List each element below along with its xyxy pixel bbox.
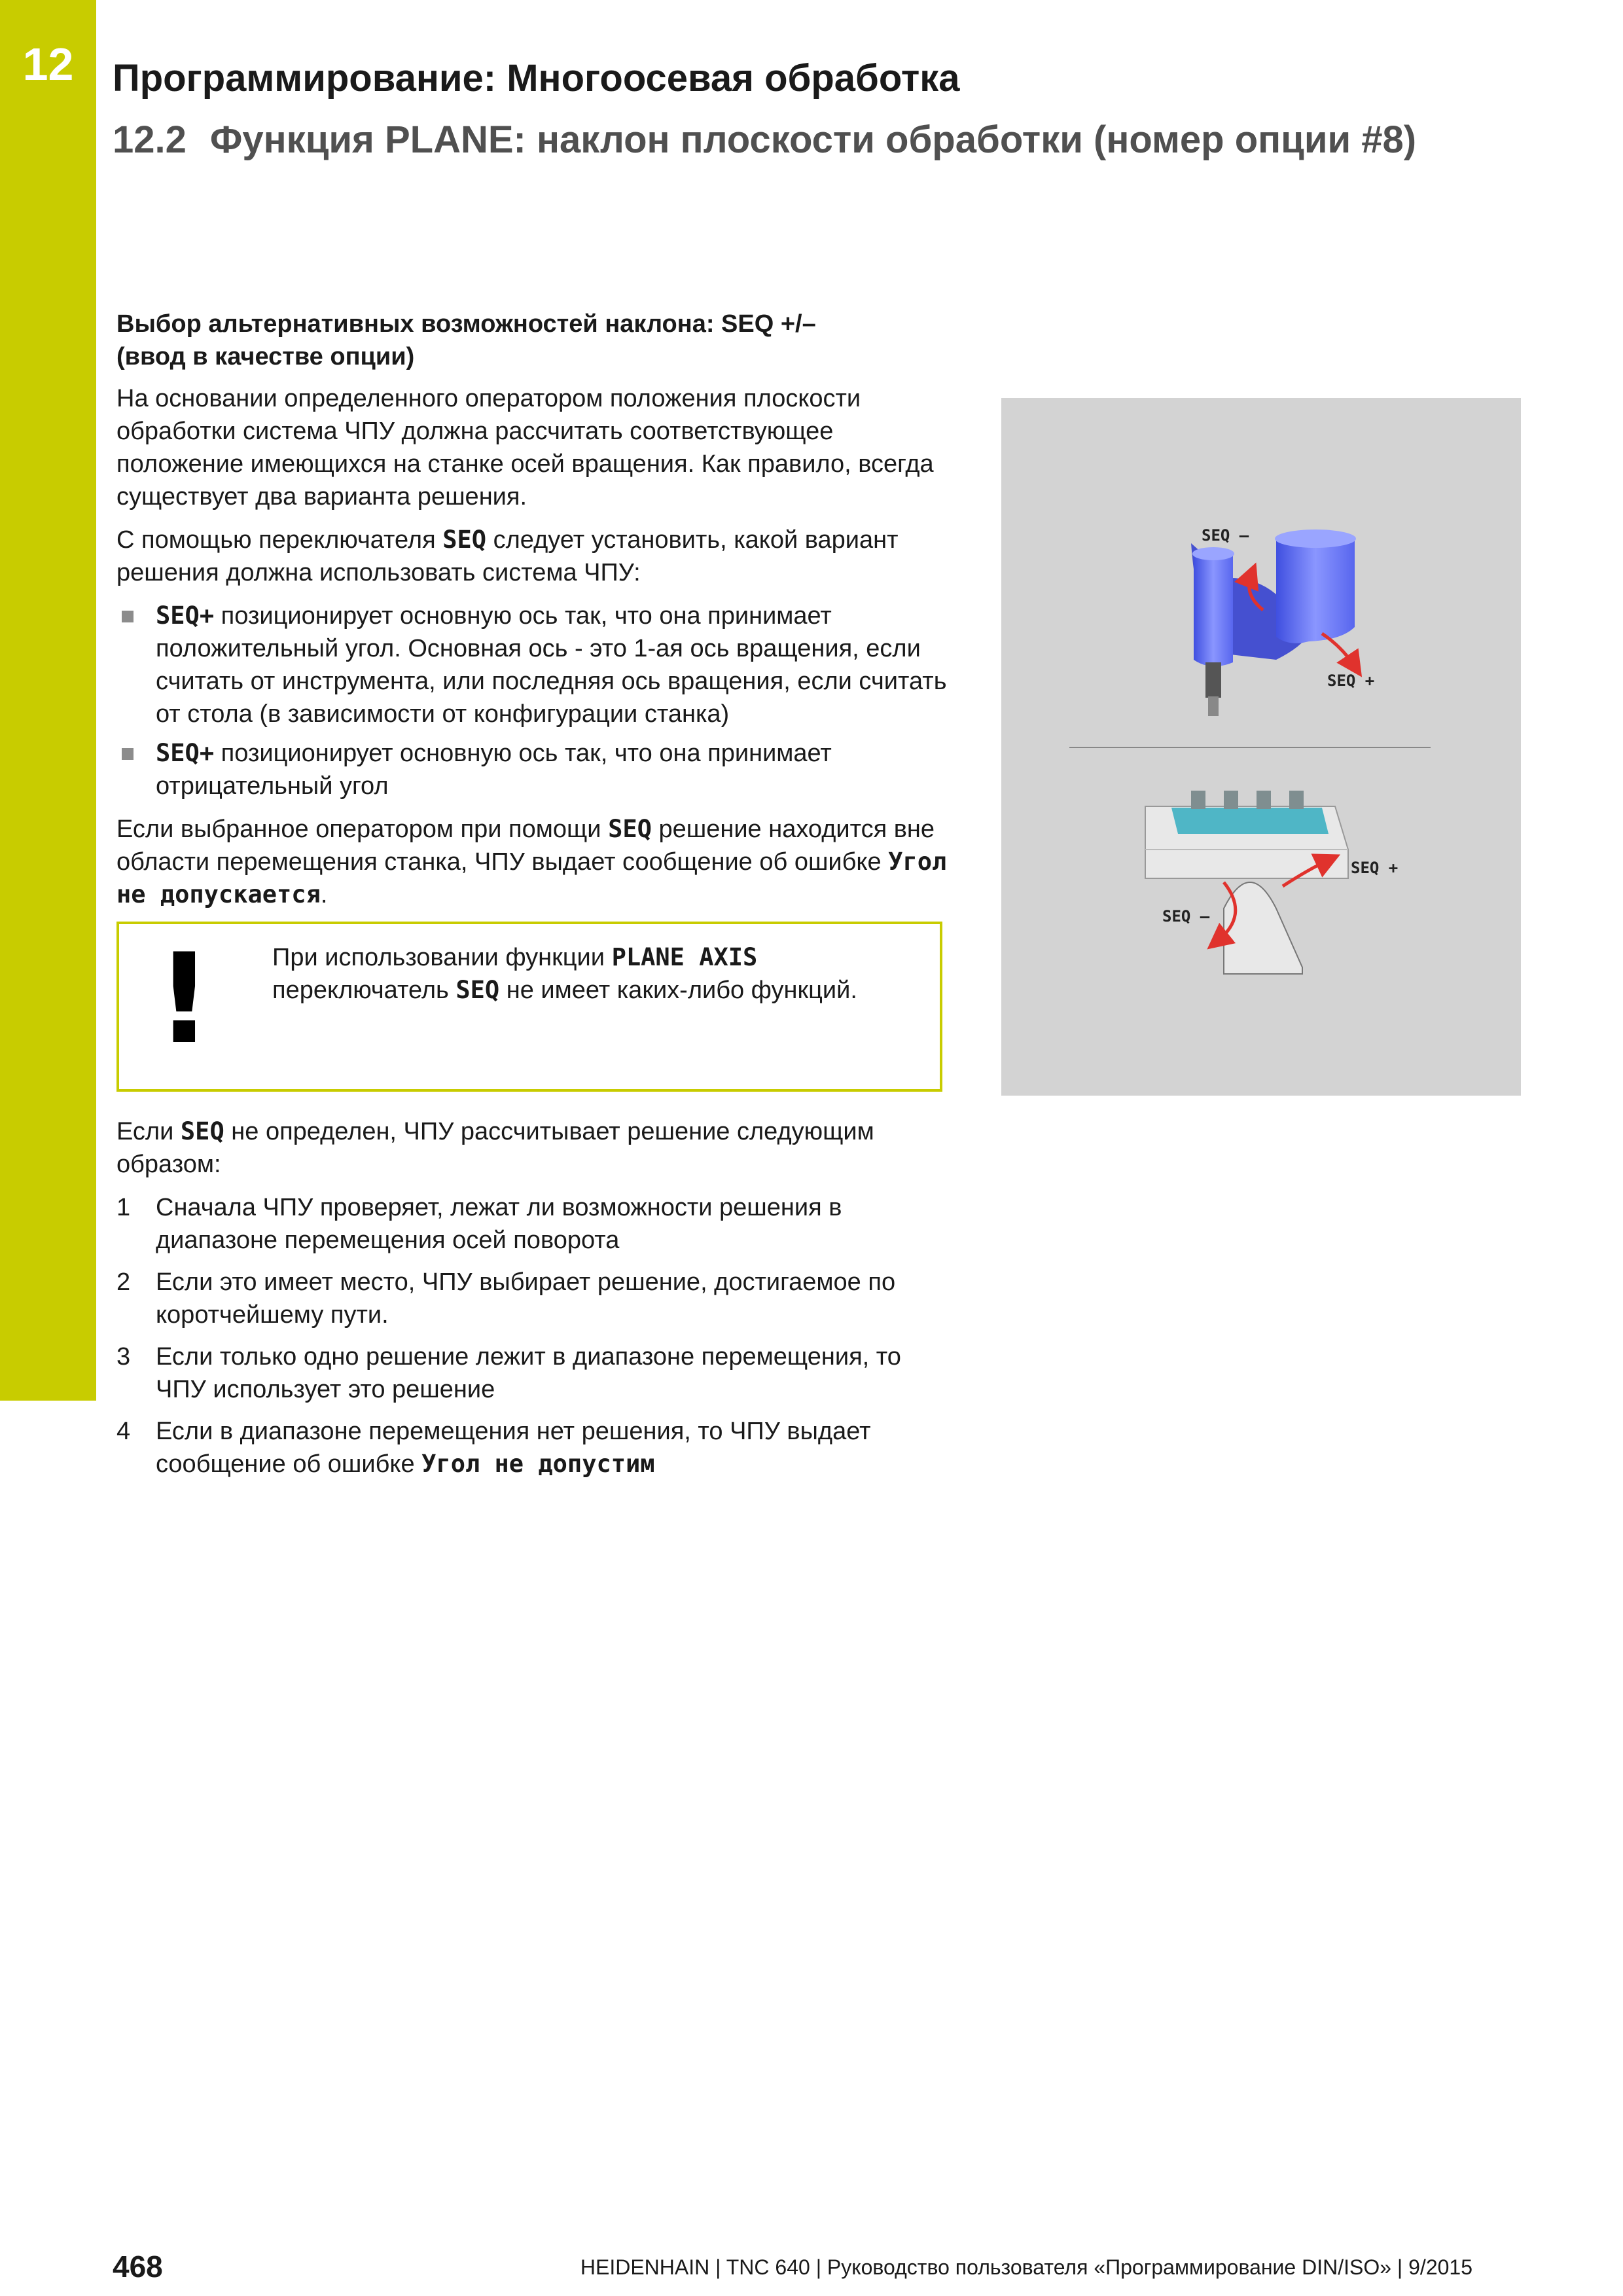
bullet-text: позиционирует основную ось так, что она принимает отрицательный угол bbox=[156, 740, 832, 800]
para3-pre: Если выбранное оператором при помощи bbox=[116, 816, 609, 843]
head-upper-top bbox=[1275, 529, 1356, 548]
bullet-code: SEQ+ bbox=[156, 739, 215, 767]
note-post: не имеет каких-либо функций. bbox=[499, 977, 857, 1004]
para4-post: не определен, ЧПУ рассчитывает решение следующим образом: bbox=[116, 1118, 874, 1178]
seq-illustration-svg bbox=[1001, 398, 1521, 1096]
list-item bbox=[116, 1191, 948, 1257]
table-label-seq-minus: SEQ – bbox=[1162, 907, 1210, 925]
note-mid: переключатель bbox=[272, 977, 456, 1004]
section-title bbox=[113, 118, 1416, 162]
head-lower-top bbox=[1192, 547, 1234, 560]
page-number: 468 bbox=[113, 2250, 163, 2284]
section-title-text: Функция PLANE: наклон плоскости обработки (номер опции #8) bbox=[209, 118, 1417, 161]
main-content bbox=[116, 308, 948, 1490]
subheading bbox=[116, 308, 948, 373]
error-message: Угол не допустим bbox=[421, 1450, 655, 1478]
steps-list bbox=[116, 1191, 948, 1480]
table-label-seq-plus: SEQ + bbox=[1351, 859, 1399, 877]
seq-plus-arrow bbox=[1322, 634, 1355, 666]
step-number: 3 bbox=[116, 1343, 131, 1371]
paragraph-error bbox=[116, 813, 948, 911]
rotary-table-drawing bbox=[1145, 791, 1398, 974]
section-number: 12.2 bbox=[113, 118, 187, 161]
table-top bbox=[1171, 808, 1329, 834]
para4-code: SEQ bbox=[180, 1117, 224, 1145]
para3-mid: решение находится вне области перемещения станка, ЧПУ выдает сообщение об ошибке bbox=[116, 816, 935, 876]
bullet-code: SEQ+ bbox=[156, 601, 215, 630]
list-item bbox=[116, 1415, 948, 1480]
note-box bbox=[116, 922, 942, 1092]
note-code-seq: SEQ bbox=[455, 976, 500, 1004]
note-text bbox=[272, 941, 920, 1007]
head-label-seq-minus: SEQ – bbox=[1202, 526, 1249, 545]
seq-illustration bbox=[1001, 398, 1521, 1096]
head-upper-body bbox=[1276, 539, 1355, 643]
footer-text: HEIDENHAIN | TNC 640 | Руководство пользователя «Программирование DIN/ISO» | 9/2015 bbox=[580, 2255, 1472, 2279]
step-number: 1 bbox=[116, 1194, 131, 1221]
para2-code: SEQ bbox=[442, 526, 487, 554]
step-text: Если в диапазоне перемещения нет решения, то ЧПУ выдает сообщение об ошибке bbox=[156, 1418, 871, 1478]
para2-post: следует установить, какой вариант решения должна использовать система ЧПУ: bbox=[116, 526, 899, 586]
chapter-tab bbox=[0, 0, 96, 1401]
para3-code: SEQ bbox=[608, 815, 652, 843]
list-item bbox=[116, 1266, 948, 1331]
head-label-seq-plus: SEQ + bbox=[1327, 672, 1375, 690]
trunnion-support bbox=[1224, 882, 1302, 974]
subheading-line1: Выбор альтернативных возможностей наклона: SEQ +/– bbox=[116, 310, 816, 338]
tool-cutter bbox=[1208, 696, 1219, 716]
para4-pre: Если bbox=[116, 1118, 181, 1145]
step-number: 2 bbox=[116, 1268, 131, 1296]
bullet-square-icon bbox=[122, 611, 134, 622]
tool-spindle bbox=[1205, 662, 1221, 698]
paragraph-intro: На основании определенного оператором положения плоскости обработки система ЧПУ должна рассчитать соответствующее положение имеющихся на станке осей вращения. Как правило, всегда существует два варианта решения. bbox=[116, 385, 934, 511]
list-item bbox=[116, 1340, 948, 1406]
bullet-text: позиционирует основную ось так, что она принимает положительный угол. Основная ось - это 1-ая ось вращения, если считать от инструмента, или последняя ось вращения, если считать от стола (в зависимости от конфигурации станка) bbox=[156, 602, 947, 728]
para3-post: . bbox=[320, 881, 328, 908]
chapter-number: 12 bbox=[22, 39, 74, 90]
subheading-line2: (ввод в качестве опции) bbox=[116, 343, 415, 370]
chapter-title: Программирование: Многоосевая обработка bbox=[113, 57, 960, 99]
step-text: Сначала ЧПУ проверяет, лежат ли возможности решения в диапазоне перемещения осей поворота bbox=[156, 1194, 842, 1254]
error-message: Угол не допускается bbox=[116, 848, 947, 908]
list-item bbox=[116, 600, 948, 730]
step-number: 4 bbox=[116, 1418, 131, 1445]
exclamation-icon: ! bbox=[156, 927, 213, 1071]
paragraph-seq-switch bbox=[116, 524, 948, 589]
head-lower-body bbox=[1194, 554, 1233, 666]
swivel-head-drawing bbox=[1191, 526, 1374, 716]
list-item bbox=[116, 737, 948, 802]
note-pre: При использовании функции bbox=[272, 944, 612, 971]
para2-pre: С помощью переключателя bbox=[116, 526, 443, 554]
step-text: Если это имеет место, ЧПУ выбирает решение, достигаемое по коротчейшему пути. bbox=[156, 1268, 896, 1329]
seq-bullet-list bbox=[116, 600, 948, 802]
step-text: Если только одно решение лежит в диапазоне перемещения, то ЧПУ использует это решение bbox=[156, 1343, 901, 1403]
paragraph-undefined-seq bbox=[116, 1115, 948, 1181]
note-code-plane-axis: PLANE AXIS bbox=[611, 943, 758, 971]
bullet-square-icon bbox=[122, 748, 134, 760]
